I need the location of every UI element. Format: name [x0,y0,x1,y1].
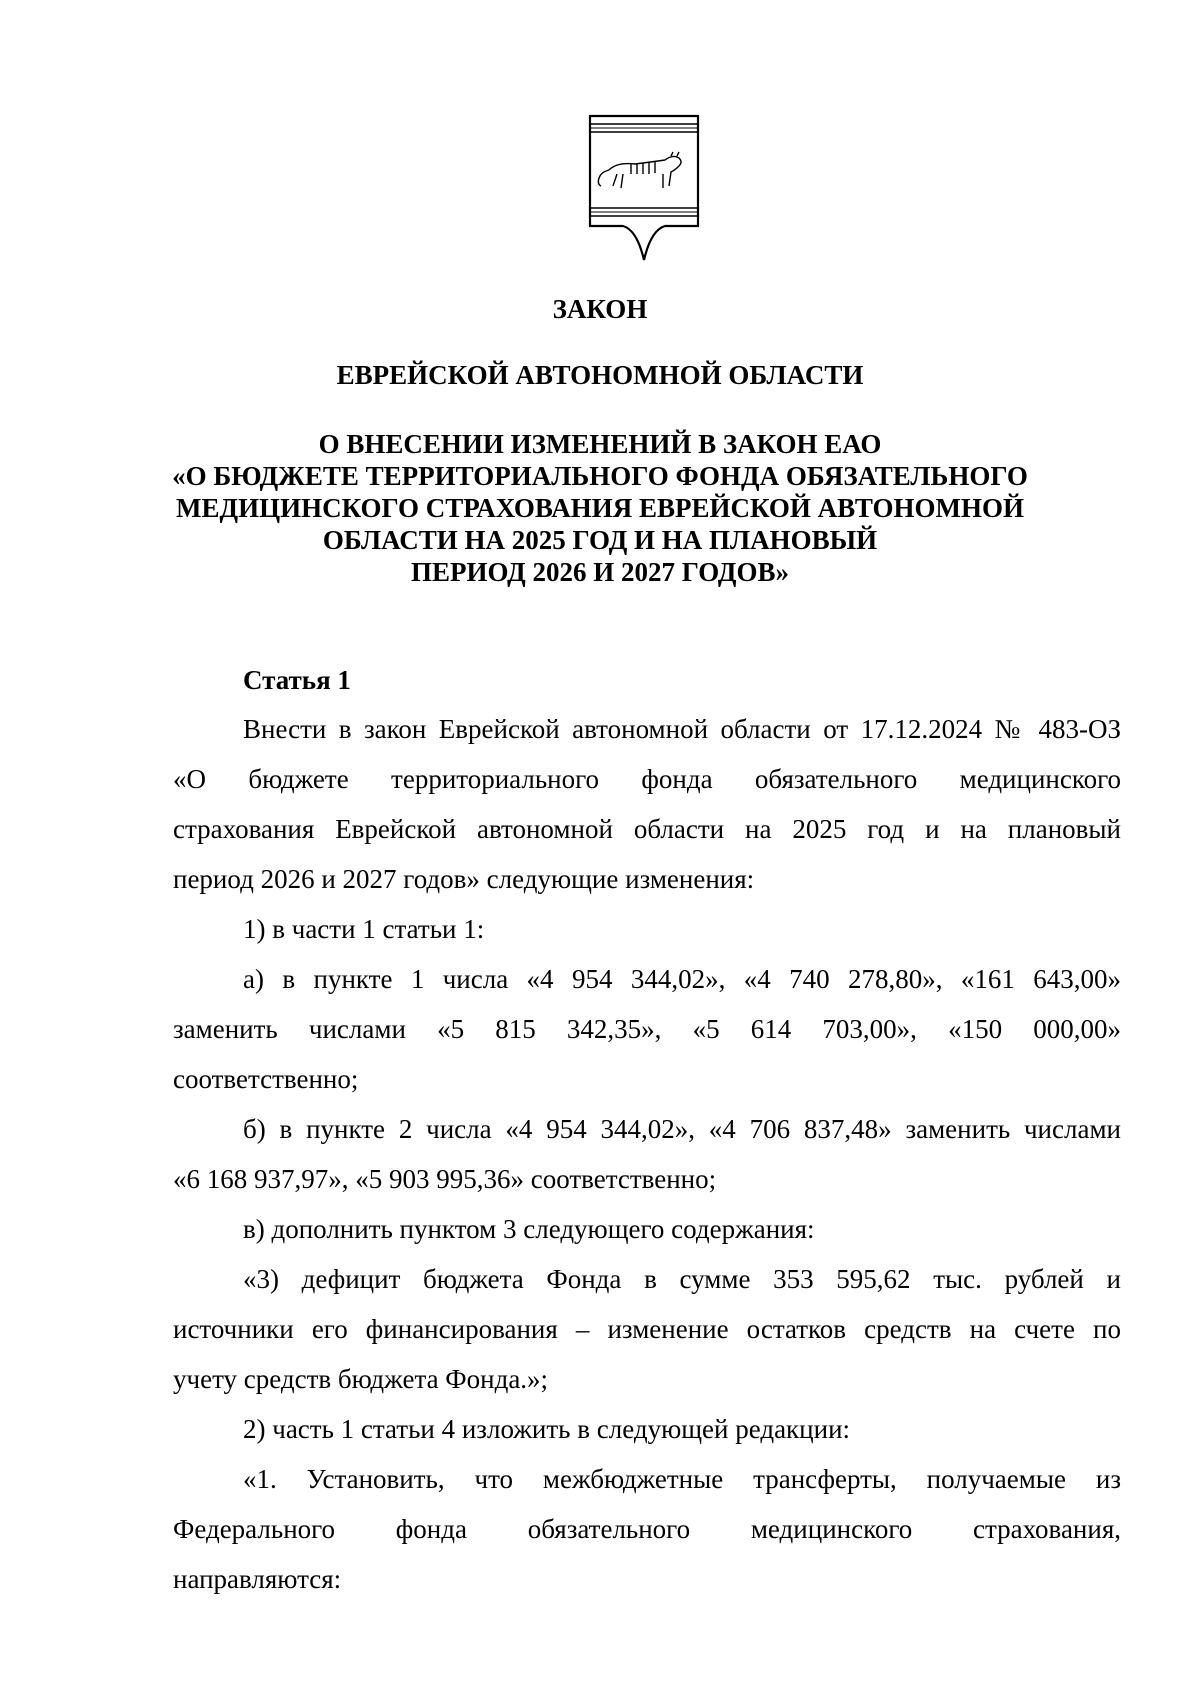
text-line: «1. Установить, что межбюджетные трансферты, получаемые из [243,1464,1121,1494]
law-subject-line: ПЕРИОД 2026 И 2027 ГОДОВ» [411,557,789,587]
text-line: а) в пункте 1 числа «4 954 344,02», «4 740 278,80», «161 643,00» [243,964,1121,994]
article-paragraph [173,1104,1121,1204]
text-line: «3) дефицит бюджета Фонда в сумме 353 595,62 тыс. рублей и [243,1264,1121,1294]
text-line: в) дополнить пунктом 3 следующего содержания: [243,1214,815,1244]
law-subject-line: МЕДИЦИНСКОГО СТРАХОВАНИЯ ЕВРЕЙСКОЙ АВТОНОМНОЙ [176,493,1024,523]
law-subject-line: О ВНЕСЕНИИ ИЗМЕНЕНИЙ В ЗАКОН ЕАО [318,429,882,459]
text-line: Внести в закон Еврейской автономной области от 17.12.2024 № 483-ОЗ [243,714,1121,744]
text-line: период 2026 и 2027 годов» следующие изменения: [173,864,755,894]
article-paragraph [173,1404,1121,1454]
law-subject-line: «О БЮДЖЕТЕ ТЕРРИТОРИАЛЬНОГО ФОНДА ОБЯЗАТЕЛЬНОГО [172,461,1028,491]
article-paragraph [173,704,1121,904]
text-line: заменить числами «5 815 342,35», «5 614 703,00», «150 000,00» [173,1014,1121,1044]
text-line: направляются: [173,1564,342,1594]
text-line: «6 168 937,97», «5 903 995,36» соответственно; [173,1164,717,1194]
article-body [173,656,1121,1604]
text-line: 2) часть 1 статьи 4 изложить в следующей редакции: [243,1414,851,1444]
tiger-coat-of-arms-icon [587,114,701,262]
text-line: б) в пункте 2 числа «4 954 344,02», «4 706 837,48» заменить числами [243,1114,1121,1144]
article-paragraph [173,1254,1121,1404]
article-paragraph [173,954,1121,1104]
article-heading: Статья 1 [243,665,351,695]
law-subject [0,428,1200,588]
article-paragraph [173,1454,1121,1604]
law-subject-line: ОБЛАСТИ НА 2025 ГОД И НА ПЛАНОВЫЙ [322,525,878,555]
article-paragraph [173,904,1121,954]
issuing-region: ЕВРЕЙСКОЙ АВТОНОМНОЙ ОБЛАСТИ [336,360,864,390]
text-line: источники его финансирования – изменение остатков средств на счете по [173,1314,1121,1344]
document-title: ЗАКОН [552,294,648,324]
text-line: 1) в части 1 статьи 1: [243,914,485,944]
article-paragraph [173,1204,1121,1254]
text-line: страхования Еврейской автономной области на 2025 год и на плановый [173,814,1121,844]
text-line: учету средств бюджета Фонда.»; [173,1364,549,1394]
text-line: соответственно; [173,1064,359,1094]
text-line: Федерального фонда обязательного медицинского страхования, [173,1514,1121,1544]
text-line: «О бюджете территориального фонда обязательного медицинского [173,764,1121,794]
